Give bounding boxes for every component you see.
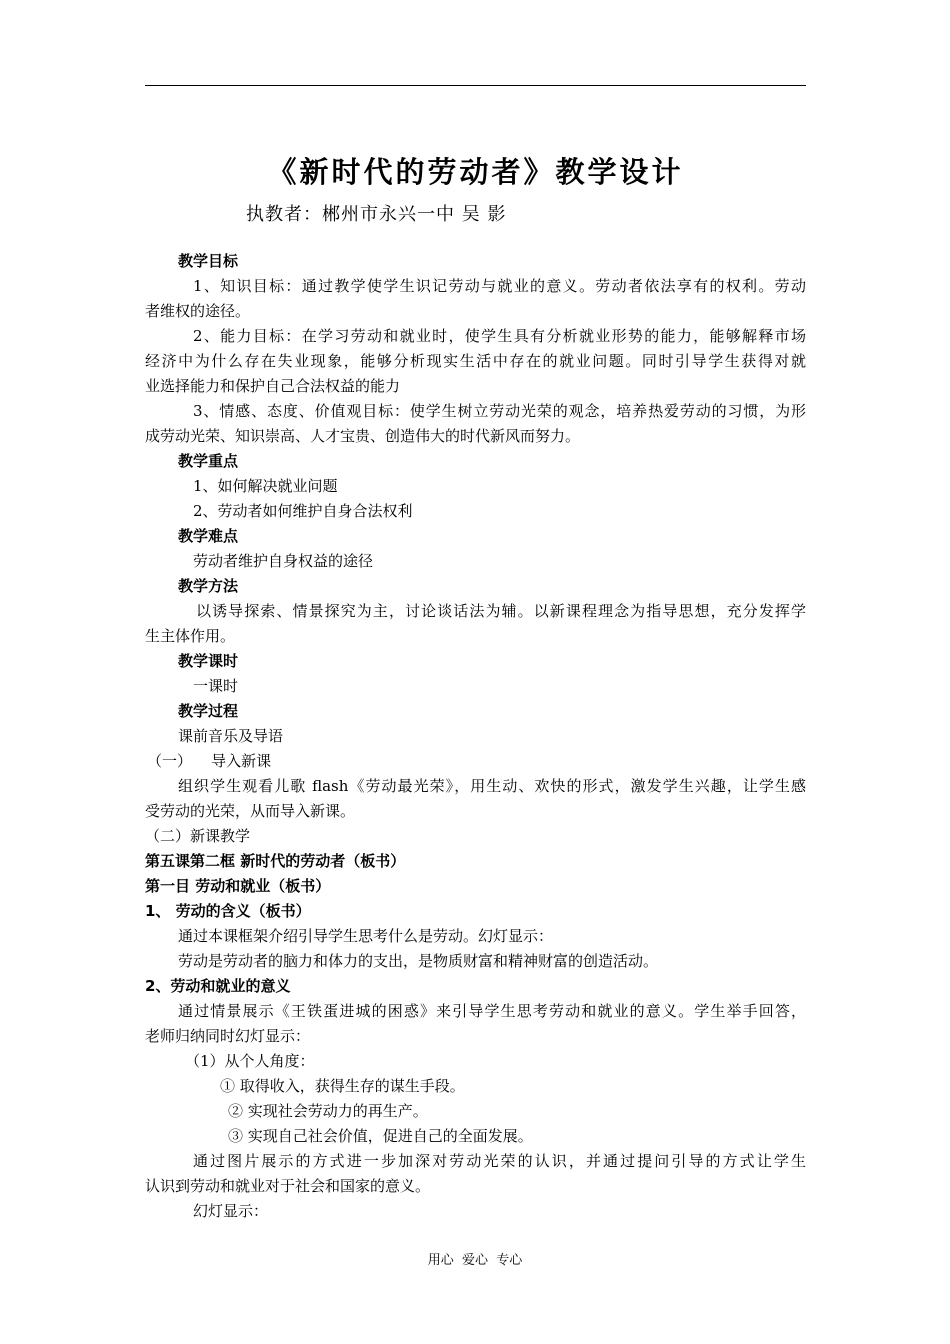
- document-title: 《新时代的劳动者》教学设计: [267, 155, 684, 189]
- paragraph-line: 通过情景展示《王铁蛋进城的困惑》来引导学生思考劳动和就业的意义。学生举手回答，: [178, 1002, 806, 1020]
- section-heading: 教学方法: [178, 577, 239, 595]
- paragraph-line: 1、知识目标：通过教学使学生识记劳动与就业的意义。劳动者依法享有的权利。劳动: [193, 277, 806, 295]
- paragraph-line: 生主体作用。: [145, 627, 236, 645]
- paragraph-line: 经济中为什么存在失业现象，能够分析现实生活中存在的就业问题。同时引导学生获得对就: [145, 352, 806, 370]
- paragraph-line: 通过图片展示的方式进一步加深对劳动光荣的认识，并通过提问引导的方式让学生: [193, 1152, 806, 1170]
- section-heading: 第五课第二框 新时代的劳动者（板书）: [145, 852, 406, 870]
- paragraph-line: 以诱导探索、情景探究为主，讨论谈话法为辅。以新课程理念为指导思想，充分发挥学: [196, 602, 806, 620]
- section-heading: 教学难点: [178, 527, 239, 545]
- page-footer: 用心 爱心 专心: [427, 1253, 523, 1268]
- section-heading: 教学过程: [178, 702, 239, 720]
- paragraph-line: 者维权的途径。: [145, 302, 251, 320]
- section-heading: 2、劳动和就业的意义: [145, 977, 291, 995]
- paragraph-line: 老师归纳同时幻灯显示：: [145, 1027, 311, 1045]
- paragraph-line: 受劳动的光荣，从而导入新课。: [145, 802, 356, 820]
- paragraph-line: 幻灯显示：: [193, 1202, 269, 1220]
- section-heading: 第一目 劳动和就业（板书）: [145, 877, 331, 895]
- list-item: ② 实现社会劳动力的再生产。: [228, 1102, 428, 1120]
- paragraph-line: 成劳动光荣、知识崇高、人才宝贵、创造伟大的时代新风而努力。: [145, 427, 581, 445]
- paragraph-line: （二）新课教学: [145, 827, 251, 845]
- paragraph-line: 通过本课框架介绍引导学生思考什么是劳动。幻灯显示：: [178, 927, 554, 945]
- paragraph-line: 课前音乐及导语: [178, 727, 284, 745]
- paragraph-line: （一） 导入新课: [147, 752, 272, 770]
- section-heading: 教学重点: [178, 452, 239, 470]
- paragraph-line: （1）从个人角度：: [185, 1052, 315, 1070]
- list-item: ① 取得收入，获得生存的谋生手段。: [220, 1077, 465, 1095]
- paragraph-line: 3、情感、态度、价值观目标：使学生树立劳动光荣的观念，培养热爱劳动的习惯，为形: [193, 402, 806, 420]
- paragraph-line: 2、劳动者如何维护自身合法权利: [193, 502, 413, 520]
- paragraph-line: 1、如何解决就业问题: [193, 477, 338, 495]
- paragraph-line: 2、能力目标：在学习劳动和就业时，使学生具有分析就业形势的能力，能够解释市场: [193, 327, 806, 345]
- section-heading: 教学课时: [178, 652, 239, 670]
- header-rule: [145, 85, 806, 86]
- paragraph-line: 认识到劳动和就业对于社会和国家的意义。: [145, 1177, 431, 1195]
- paragraph-line: 劳动是劳动者的脑力和体力的支出，是物质财富和精神财富的创造活动。: [178, 952, 659, 970]
- section-heading: 1、 劳动的含义（板书）: [145, 902, 311, 920]
- section-heading: 教学目标: [178, 252, 239, 270]
- paragraph-line: 一课时: [193, 677, 239, 695]
- author-line: 执教者：郴州市永兴一中 吴 影: [246, 204, 507, 225]
- paragraph-line: 业选择能力和保护自己合法权益的能力: [145, 377, 401, 395]
- paragraph-line: 劳动者维护自身权益的途径: [193, 552, 374, 570]
- list-item: ③ 实现自己社会价值，促进自己的全面发展。: [228, 1127, 533, 1145]
- paragraph-line: 组织学生观看儿歌 flash《劳动最光荣》，用生动、欢快的形式，激发学生兴趣，让学生感: [178, 777, 806, 795]
